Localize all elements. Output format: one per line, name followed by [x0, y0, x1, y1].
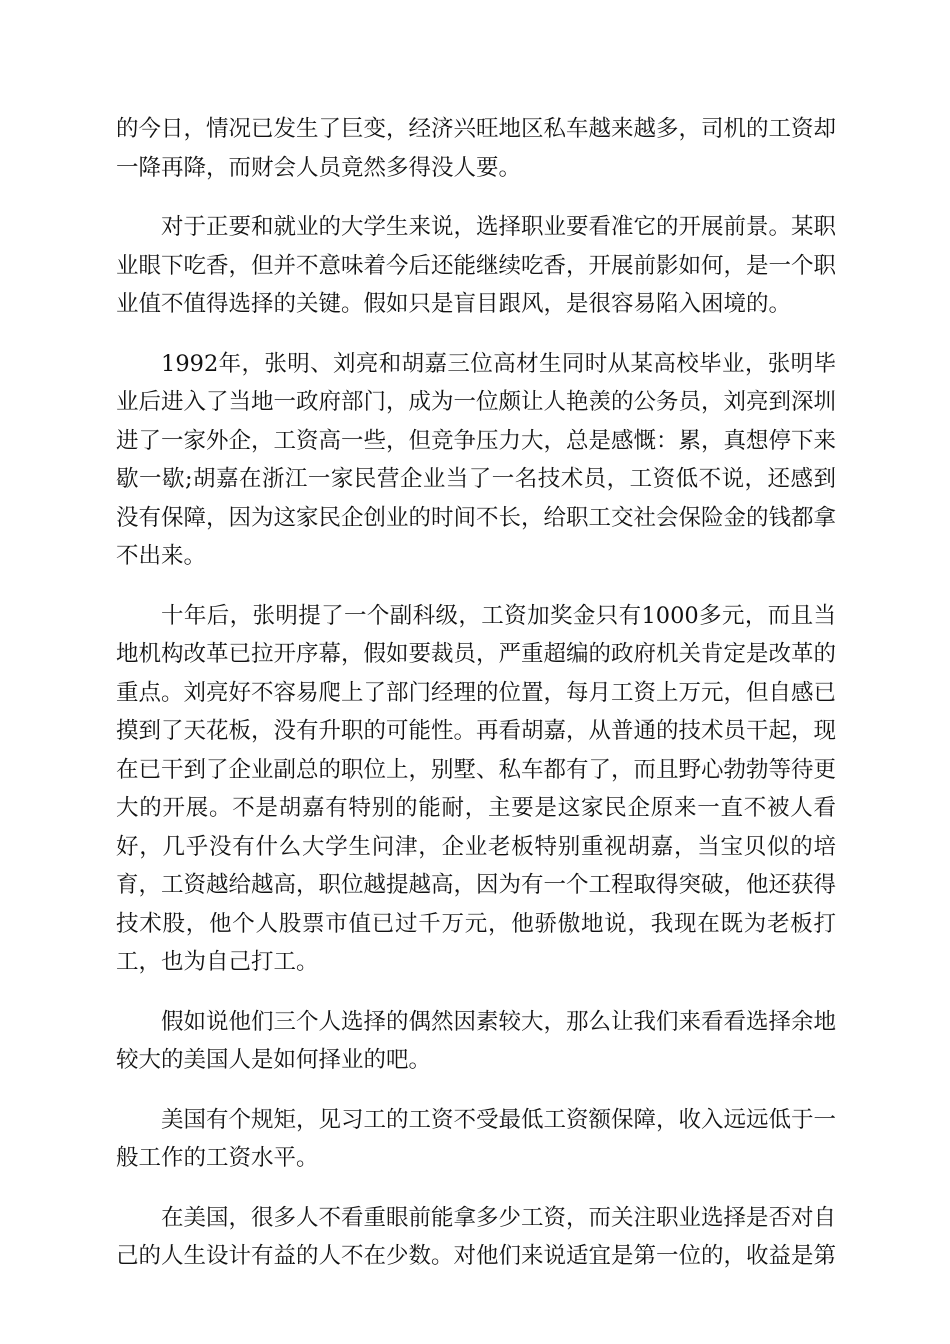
document-body — [116, 110, 836, 1297]
paragraph-3: 1992年，张明、刘亮和胡嘉三位高材生同时从某高校毕业，张明毕业后进入了当地一政府部门，成为一位颇让人艳羡的公务员，刘亮到深圳进了一家外企，工资高一些，但竞争压力大，总是感慨：累，真想停下来歇一歇;胡嘉在浙江一家民营企业当了一名技术员，工资低不说，还感到没有保障，因为这家民企创业的时间不长，给职工交社会保险金的钱都拿不出来。 — [116, 350, 837, 569]
paragraph-1: 的今日，情况已发生了巨变，经济兴旺地区私车越来越多，司机的工资却一降再降，而财会人员竟然多得没人要。 — [116, 116, 837, 181]
paragraph-4: 十年后，张明提了一个副科级，工资加奖金只有1000多元，而且当地机构改革已拉开序幕，假如要裁员，严重超编的政府机关肯定是改革的重点。刘亮好不容易爬上了部门经理的位置，每月工资上万元，但自感已摸到了天花板，没有升职的可能性。再看胡嘉，从普通的技术员干起，现在已干到了企业副总的职位上，别墅、私车都有了，而且野心勃勃等待更大的开展。不是胡嘉有特别的能耐，主要是这家民企原来一直不被人看好，几乎没有什么大学生问津，企业老板特别重视胡嘉，当宝贝似的培育，工资越给越高，职位越提越高，因为有一个工程取得突破，他还获得技术股，他个人股票市值已过千万元，他骄傲地说，我现在既为老板打工，也为自己打工。 — [116, 602, 837, 975]
paragraph-6: 美国有个规矩，见习工的工资不受最低工资额保障，收入远远低于一般工作的工资水平。 — [116, 1106, 837, 1171]
paragraph-5: 假如说他们三个人选择的偶然因素较大，那么让我们来看看选择余地较大的美国人是如何择业的吧。 — [116, 1008, 837, 1073]
paragraph-7: 在美国，很多人不看重眼前能拿多少工资，而关注职业选择是否对自己的人生设计有益的人不在少数。对他们来说适宜是第一位的，收益是第 — [116, 1204, 837, 1269]
paragraph-2: 对于正要和就业的大学生来说，选择职业要看准它的开展前景。某职业眼下吃香，但并不意味着今后还能继续吃香，开展前影如何，是一个职业值不值得选择的关键。假如只是盲目跟风，是很容易陷入困境的。 — [116, 214, 837, 317]
